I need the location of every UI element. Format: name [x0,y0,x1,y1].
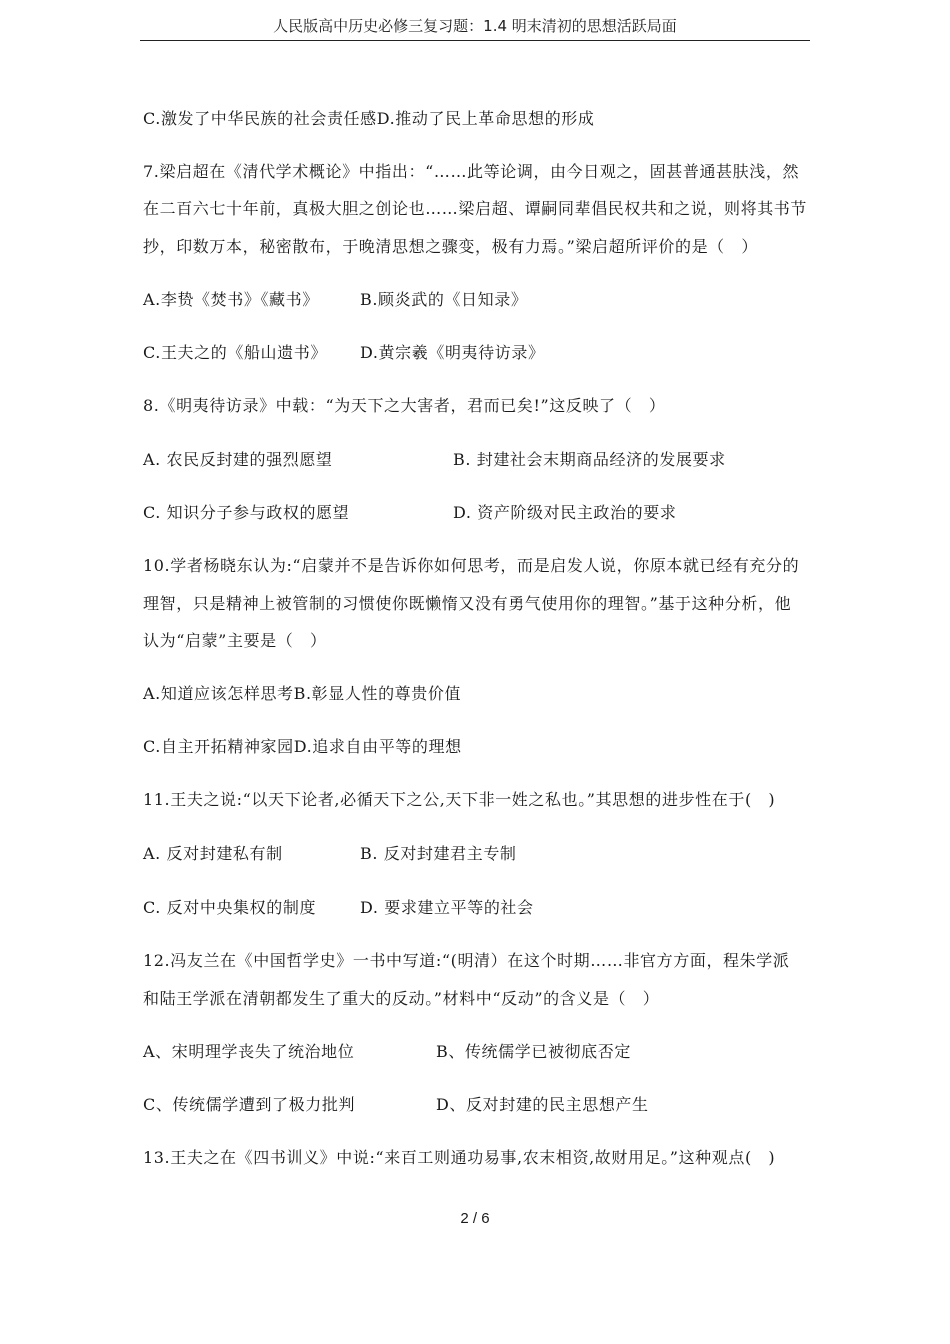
q11-option-d: D. 要求建立平等的社会 [360,898,534,917]
q7-option-b: B.顾炎武的《日知录》 [360,290,528,309]
page-header: 人民版高中历史必修三复习题：1.4 明末清初的思想活跃局面 [273,17,677,35]
header-rule [140,40,810,41]
q12-stem-line-2: 和陆王学派在清朝都发生了重大的反动。”材料中“反动”的含义是（ ） [143,989,660,1008]
q12-stem-line-1: 12.冯友兰在《中国哲学史》一书中写道:“(明清）在这个时期……非官方方面，程朱学派 [143,951,790,970]
q7-option-c: C.王夫之的《船山遗书》 [143,343,327,362]
q10-stem-line-3: 认为“启蒙”主要是（ ） [143,631,327,650]
q7-stem-line-2: 在二百六七十年前，真极大胆之创论也……梁启超、谭嗣同辈倡民权共和之说，则将其书节 [143,199,808,218]
q8-option-a: A. 农民反封建的强烈愿望 [143,450,333,469]
q10-stem-line-2: 理智，只是精神上被管制的习惯使你既懒惰又没有勇气使用你的理智。”基于这种分析，他 [143,594,792,613]
q8-stem: 8.《明夷待访录》中载：“为天下之大害者，君而已矣!”这反映了（ ） [143,396,666,415]
q7-stem-line-3: 抄，印数万本，秘密散布，于晚清思想之骤变，极有力焉。”梁启超所评价的是（ ） [143,237,758,256]
q11-option-c: C. 反对中央集权的制度 [143,898,317,917]
q10-options-ab: A.知道应该怎样思考B.彰显人性的尊贵价值 [143,684,462,703]
q8-option-b: B. 封建社会末期商品经济的发展要求 [453,450,726,469]
q13-stem: 13.王夫之在《四书训义》中说:“来百工则通功易事,农末相资,故财用足。”这种观点( ) [143,1148,776,1167]
q11-option-a: A. 反对封建私有制 [143,844,283,863]
q12-option-c: C、传统儒学遭到了极力批判 [143,1095,356,1114]
q8-option-d: D. 资产阶级对民主政治的要求 [453,503,677,522]
q11-stem: 11.王夫之说:“以天下论者,必循天下之公,天下非一姓之私也。”其思想的进步性在于( ) [143,790,776,809]
q12-option-d: D、反对封建的民主思想产生 [436,1095,649,1114]
q10-options-cd: C.自主开拓精神家园D.追求自由平等的理想 [143,737,462,756]
q6-options-cd: C.激发了中华民族的社会责任感D.推动了民上革命思想的形成 [143,109,595,128]
q11-option-b: B. 反对封建君主专制 [360,844,517,863]
q7-option-d: D.黄宗羲《明夷待访录》 [360,343,545,362]
q12-option-b: B、传统儒学已被彻底否定 [436,1042,631,1061]
q12-option-a: A、宋明理学丧失了统治地位 [143,1042,355,1061]
q8-option-c: C. 知识分子参与政权的愿望 [143,503,350,522]
q7-option-a: A.李贽《焚书》《藏书》 [143,290,319,309]
page-number: 2 / 6 [460,1210,490,1227]
q10-stem-line-1: 10.学者杨晓东认为:“启蒙并不是告诉你如何思考，而是启发人说，你原本就已经有充分的 [143,556,800,575]
q7-stem-line-1: 7.梁启超在《清代学术概论》中指出：“……此等论调，由今日观之，固甚普通甚肤浅，然 [143,162,800,181]
